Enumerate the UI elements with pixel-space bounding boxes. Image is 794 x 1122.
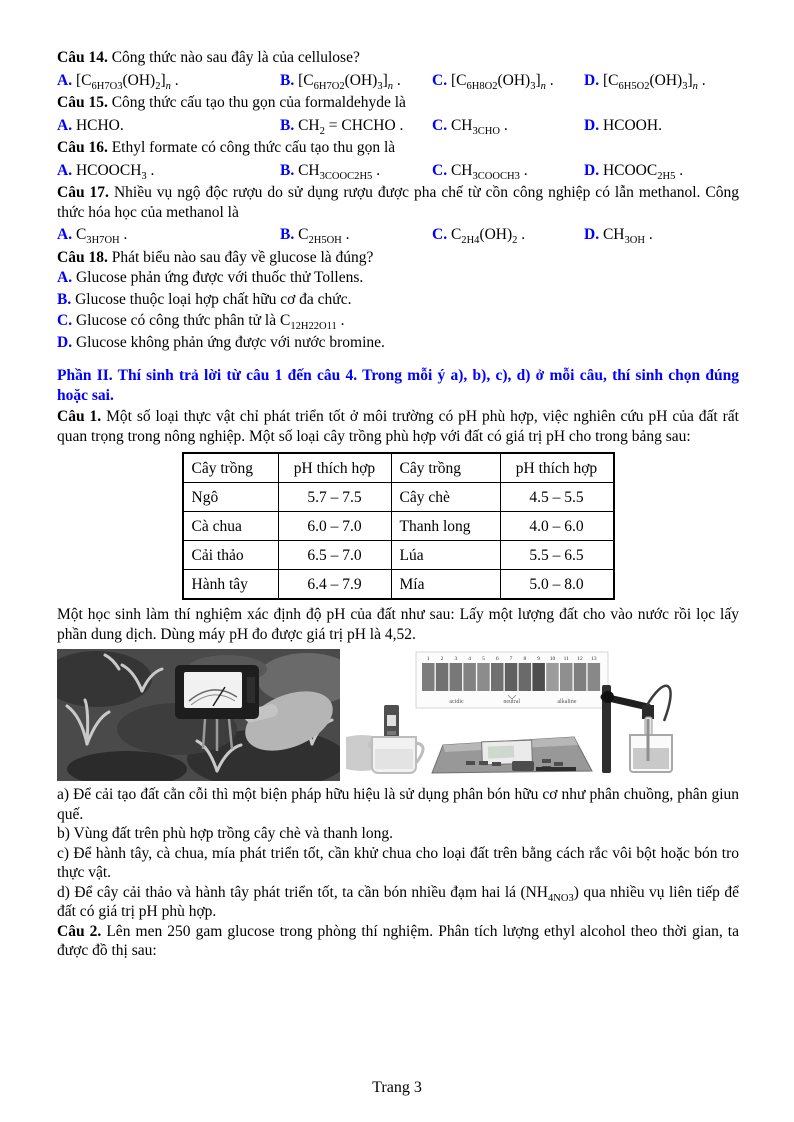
statement-c: c) Để hành tây, cà chua, mía phát triển tốt, cần khử chua cho loại đất trên bằng cách rắc vôi bột hoặc bón tro thực vật. xyxy=(57,844,740,882)
part2-question-1-text: Một số loại thực vật chỉ phát triển tốt ở môi trường có pH phù hợp, việc nghiên cứu pH của đất rất quan trọng trong nông nghiệp. Một số loại cây trồng phù hợp với đất có giá trị pH cho trong bảng sau: xyxy=(57,408,739,445)
svg-text:9: 9 xyxy=(537,656,541,663)
svg-text:12: 12 xyxy=(577,656,583,663)
question-18-options xyxy=(57,267,739,353)
ph-table-row xyxy=(183,512,614,541)
part2-heading: Phần II. Thí sinh trả lời từ câu 1 đến câu 4. Trong mỗi ý a), b), c), d) ở mỗi câu, thí sinh chọn đúng hoặc sai. xyxy=(57,367,739,404)
ph-cell: 4.0 – 6.0 xyxy=(500,512,614,541)
crop-cell: Cà chua xyxy=(183,512,279,541)
crop-cell: Hành tây xyxy=(183,570,279,600)
ph-cell: 6.5 – 7.0 xyxy=(278,541,391,570)
option-17-d: D. $CH_{3OH}$ . xyxy=(584,226,653,247)
figures-row xyxy=(57,649,739,781)
ph-scale-chart xyxy=(416,652,608,708)
question-18-text: Phát biểu nào sau đây về glucose là đúng? xyxy=(111,248,374,266)
svg-text:3: 3 xyxy=(454,656,458,663)
part2-question-1 xyxy=(57,407,739,446)
option-14-a: A. $[C_{6H7O3}(OH)_2]_n$ . xyxy=(57,71,179,92)
statement-c-letter: c) xyxy=(57,844,70,862)
part2-question-1-label: Câu 1. xyxy=(57,408,102,426)
ph-table-row xyxy=(183,570,614,600)
question-17-options xyxy=(57,222,739,248)
crop-cell: Mía xyxy=(391,570,500,600)
svg-text:4: 4 xyxy=(468,656,472,663)
svg-text:8: 8 xyxy=(523,656,527,663)
question-14-options xyxy=(57,68,739,94)
question-17 xyxy=(57,183,739,222)
question-14-text: Công thức nào sau đây là của cellulose? xyxy=(111,49,360,66)
question-18-label: Câu 18. xyxy=(57,248,108,266)
question-14-label: Câu 14. xyxy=(57,49,108,66)
page-content xyxy=(57,48,739,961)
ph-table-header-cell: Cây trồng xyxy=(183,453,279,483)
question-15-text: Công thức cấu tạo thu gọn của formaldehyde là xyxy=(111,94,406,112)
page-number: Trang 3 xyxy=(372,1079,422,1096)
svg-text:10: 10 xyxy=(549,656,556,663)
part2-question-2-text: Lên men 250 gam glucose trong phòng thí nghiệm. Phân tích lượng ethyl alcohol theo thời gian, ta được đồ thị sau: xyxy=(57,922,739,960)
question-18 xyxy=(57,248,739,268)
option-18-d: D. Glucose không phản ứng được với nước bromine. xyxy=(57,333,385,351)
question-16 xyxy=(57,138,739,158)
option-15-d: D. HCOOH. xyxy=(584,116,662,134)
option-14-b: B. $[C_{6H7O2}(OH)_3]_n$ . xyxy=(280,71,401,92)
option-18-c: C. Glucose có công thức phân tử là $C_{12H22O11}$ . xyxy=(57,312,345,333)
statement-b: b) Vùng đất trên phù hợp trồng cây chè và thanh long. xyxy=(57,825,393,843)
option-16-b: B. $CH_{3COOC2H5}$ . xyxy=(280,161,381,182)
option-18-a: A. Glucose phản ứng được với thuốc thử Tollens. xyxy=(57,269,364,287)
svg-text:alkaline: alkaline xyxy=(557,699,577,706)
part2-question-2-label: Câu 2. xyxy=(57,922,102,940)
question-15-label: Câu 15. xyxy=(57,94,108,112)
svg-text:11: 11 xyxy=(563,656,569,663)
ph-meter-equipment-photo xyxy=(346,649,696,781)
svg-text:2: 2 xyxy=(440,656,444,663)
svg-text:neutral: neutral xyxy=(503,699,521,706)
crop-cell: Cây chè xyxy=(391,483,500,512)
ph-cell: 5.7 – 7.5 xyxy=(278,483,391,512)
ph-table xyxy=(182,452,615,600)
ph-cell: 6.0 – 7.0 xyxy=(278,512,391,541)
option-18-b: B. Glucose thuộc loại hợp chất hữu cơ đa chức. xyxy=(57,290,352,308)
question-14 xyxy=(57,48,739,68)
ph-cell: 6.4 – 7.9 xyxy=(278,570,391,600)
statement-a: a) Để cải tạo đất cằn cỗi thì một biện pháp hữu hiệu là sử dụng phân bón hữu cơ như phân chuồng, phân giun quế. xyxy=(57,786,740,823)
option-17-c: C. $C_{2H4}(OH)_2$ . xyxy=(432,226,526,247)
crop-cell: Lúa xyxy=(391,541,500,570)
option-16-c: C. $CH_{3COOCH3}$ . xyxy=(432,161,528,182)
option-14-d: D. $[C_{6H5O2}(OH)_3]_n$ . xyxy=(584,71,706,92)
ph-cell: 5.5 – 6.5 xyxy=(500,541,614,570)
question-16-text: Ethyl formate có công thức cấu tạo thu gọn là xyxy=(111,139,396,157)
option-15-b: B. $CH_2$ = CHCHO . xyxy=(280,116,404,137)
ph-table-header-cell: pH thích hợp xyxy=(278,453,391,483)
ph-table-row xyxy=(183,483,614,512)
ph-cell: 5.0 – 8.0 xyxy=(500,570,614,600)
svg-text:acidic: acidic xyxy=(449,699,464,706)
part2-question-2 xyxy=(57,922,739,961)
question-15-options xyxy=(57,113,739,139)
svg-text:13: 13 xyxy=(591,656,597,663)
svg-text:7: 7 xyxy=(509,656,513,663)
option-15-a: A. HCHO. xyxy=(57,116,124,134)
ph-table-header-row xyxy=(183,453,614,483)
option-14-c: C. $[C_{6H8O2}(OH)_3]_n$ . xyxy=(432,71,554,92)
option-17-a: A. $C_{3H7OH}$ . xyxy=(57,226,128,247)
question-15 xyxy=(57,93,739,113)
option-16-d: D. $HCOOC_{2H5}$ . xyxy=(584,161,684,182)
svg-text:1: 1 xyxy=(426,656,430,663)
statement-b-letter: b) xyxy=(57,825,70,843)
option-15-c: C. $CH_{3CHO}$ . xyxy=(432,116,508,137)
ph-table-header-cell: Cây trồng xyxy=(391,453,500,483)
statement-d: d) Để cây cải thảo và hành tây phát triển tốt, ta cần bón nhiều đạm hai lá $(NH_{4NO3})$ qua nhiều vụ liên tiếp để đất có giá trị pH phù hợp. xyxy=(57,883,739,921)
statement-d-letter: d) xyxy=(57,883,70,901)
experiment-text: Một học sinh làm thí nghiệm xác định độ pH của đất như sau: Lấy một lượng đất cho vào nước rồi lọc lấy phần dung dịch. Dùng máy pH đo được giá trị pH là 4,52. xyxy=(57,606,739,643)
question-17-label: Câu 17. xyxy=(57,184,109,202)
ph-table-row xyxy=(183,541,614,570)
statement-a-letter: a) xyxy=(57,786,70,804)
svg-text:6: 6 xyxy=(495,656,499,663)
option-17-b: B. $C_{2H5OH}$ . xyxy=(280,226,350,247)
question-16-options xyxy=(57,158,739,184)
question-16-label: Câu 16. xyxy=(57,139,108,157)
option-16-a: A. $HCOOCH_3$ . xyxy=(57,161,155,182)
svg-text:5: 5 xyxy=(482,656,485,663)
question-17-text: Nhiều vụ ngộ độc rượu do sử dụng rượu được pha chế từ cồn công nghiệp có lẫn methanol. Công thức hóa học của methanol là xyxy=(57,184,739,221)
crop-cell: Cải thảo xyxy=(183,541,279,570)
ph-cell: 4.5 – 5.5 xyxy=(500,483,614,512)
ph-table-header-cell: pH thích hợp xyxy=(500,453,614,483)
crop-cell: Ngô xyxy=(183,483,279,512)
crop-cell: Thanh long xyxy=(391,512,500,541)
soil-ph-meter-photo xyxy=(57,649,340,781)
